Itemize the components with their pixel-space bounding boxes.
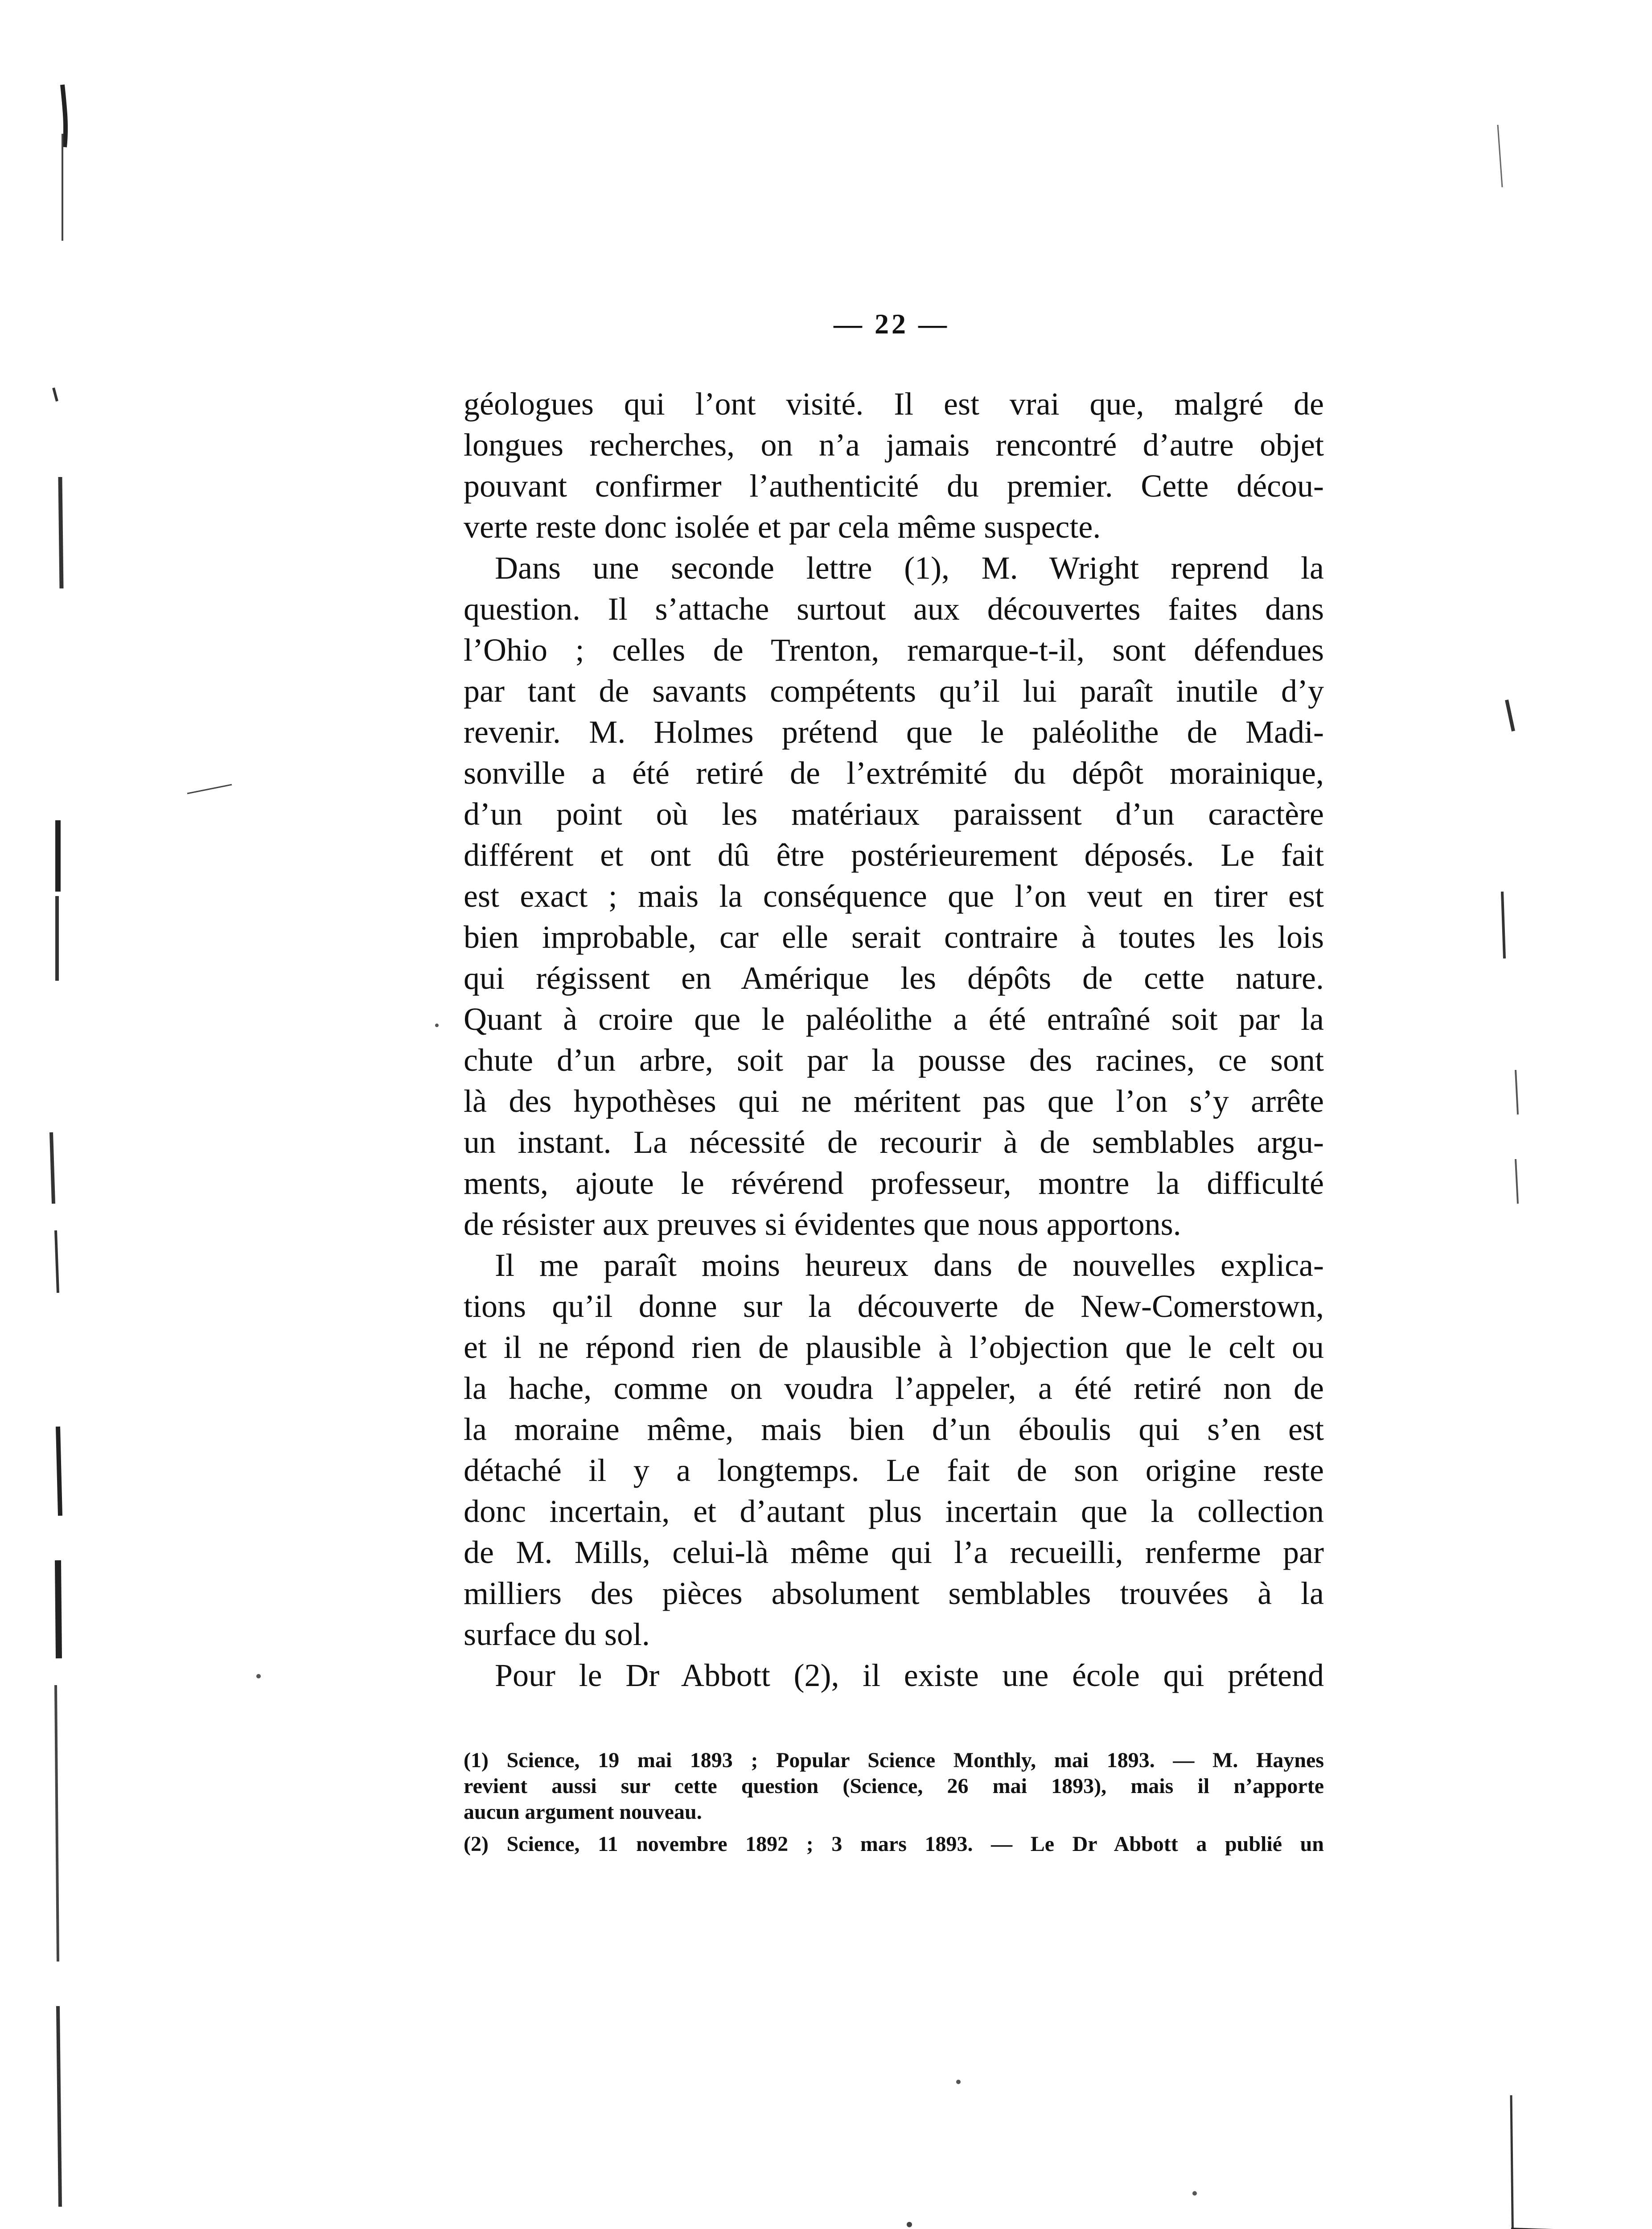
- text-line: donc incertain, et d’autant plus incertain que la collection: [464, 1493, 1324, 1529]
- footnote-line: (2) Science, 11 novembre 1892 ; 3 mars 1893. — Le Dr Abbott a publié un: [464, 1832, 1324, 1856]
- text-line: de M. Mills, celui-là même qui l’a recueilli, renferme par: [464, 1534, 1324, 1570]
- text-line: géologues qui l’ont visité. Il est vrai que, malgré de: [464, 386, 1324, 422]
- text-line: Dans une seconde lettre (1), M. Wright reprend la: [495, 550, 1324, 586]
- footnote-line: aucun argument nouveau.: [464, 1800, 702, 1824]
- text-line: pouvant confirmer l’authenticité du premier. Cette décou-: [464, 468, 1324, 504]
- text-line: sonville a été retiré de l’extrémité du dépôt morainique,: [464, 755, 1324, 791]
- text-line: là des hypothèses qui ne méritent pas que l’on s’y arrête: [464, 1083, 1324, 1119]
- text-line: est exact ; mais la conséquence que l’on veut en tirer est: [464, 878, 1324, 914]
- text-line: Il me paraît moins heureux dans de nouvelles explica-: [495, 1247, 1324, 1283]
- text-line: tions qu’il donne sur la découverte de New-Comerstown,: [464, 1288, 1324, 1324]
- text-line: Pour le Dr Abbott (2), il existe une école qui prétend: [495, 1657, 1324, 1693]
- text-line: détaché il y a longtemps. Le fait de son origine reste: [464, 1452, 1324, 1488]
- text-line: la moraine même, mais bien d’un éboulis qui s’en est: [464, 1411, 1324, 1447]
- text-line: surface du sol.: [464, 1616, 650, 1652]
- text-line: qui régissent en Amérique les dépôts de cette nature.: [464, 960, 1324, 996]
- text-line: l’Ohio ; celles de Trenton, remarque-t-il, sont défendues: [464, 632, 1324, 668]
- footnote-line: (1) Science, 19 mai 1893 ; Popular Science Monthly, mai 1893. — M. Haynes: [464, 1748, 1324, 1772]
- text-line: Quant à croire que le paléolithe a été entraîné soit par la: [464, 1001, 1324, 1037]
- text-line: de résister aux preuves si évidentes que nous apportons.: [464, 1206, 1181, 1242]
- text-line: un instant. La nécessité de recourir à de semblables argu-: [464, 1124, 1324, 1160]
- text-line: ments, ajoute le révérend professeur, montre la difficulté: [464, 1165, 1324, 1201]
- main-text: [464, 383, 1324, 1696]
- text-line: longues recherches, on n’a jamais rencontré d’autre objet: [464, 427, 1324, 463]
- text-line: question. Il s’attache surtout aux découvertes faites dans: [464, 591, 1324, 627]
- text-line: la hache, comme on voudra l’appeler, a été retiré non de: [464, 1370, 1324, 1406]
- footnotes: [464, 1748, 1324, 1857]
- text-line: d’un point où les matériaux paraissent d’un caractère: [464, 796, 1324, 832]
- page-number: — 22 —: [834, 308, 949, 340]
- footnote-line: revient aussi sur cette question (Science, 26 mai 1893), mais il n’apporte: [464, 1774, 1324, 1798]
- text-line: milliers des pièces absolument semblables trouvées à la: [464, 1575, 1324, 1611]
- text-line: verte reste donc isolée et par cela même suspecte.: [464, 509, 1101, 545]
- footnote-gap: [464, 1825, 1324, 1831]
- text-line: et il ne répond rien de plausible à l’objection que le celt ou: [464, 1329, 1324, 1365]
- text-line: revenir. M. Holmes prétend que le paléolithe de Madi-: [464, 714, 1324, 750]
- text-line: différent et ont dû être postérieurement déposés. Le fait: [464, 837, 1324, 873]
- text-line: chute d’un arbre, soit par la pousse des racines, ce sont: [464, 1042, 1324, 1078]
- text-line: par tant de savants compétents qu’il lui paraît inutile d’y: [464, 673, 1324, 709]
- text-line: bien improbable, car elle serait contraire à toutes les lois: [464, 919, 1324, 955]
